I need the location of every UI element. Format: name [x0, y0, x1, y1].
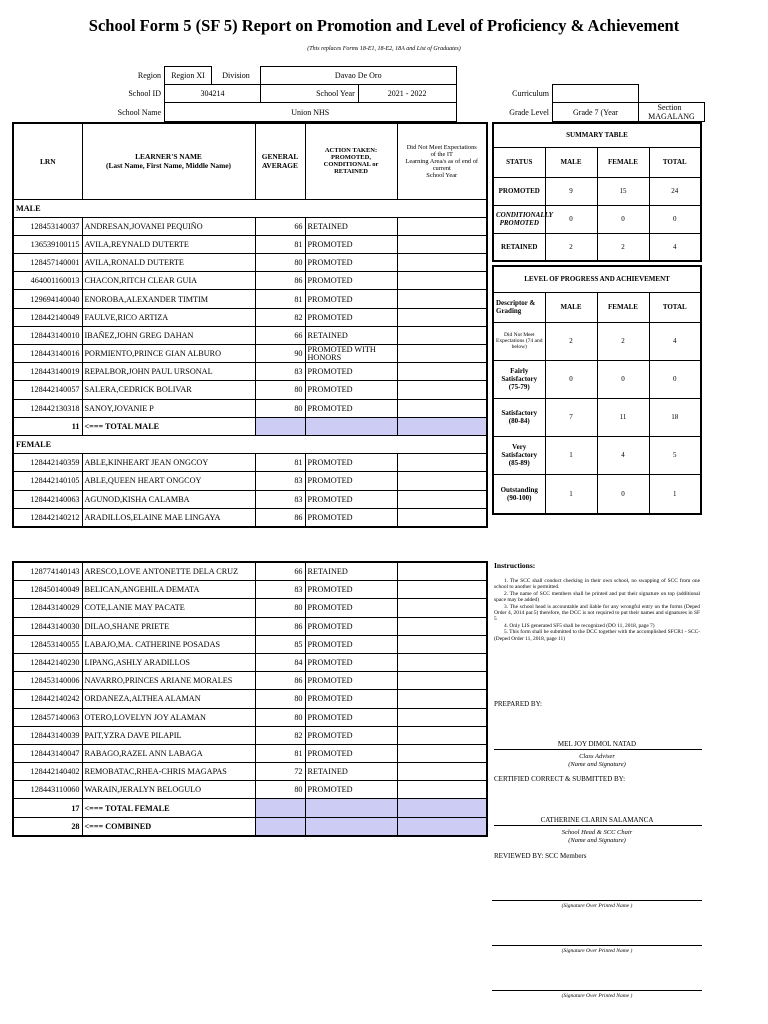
section-value: Section MAGALANG: [639, 103, 705, 122]
learner-row: [13, 217, 487, 235]
learner-general-average: 83: [255, 472, 305, 490]
learner-action-taken: PROMOTED: [305, 399, 397, 417]
learner-row: [13, 399, 487, 417]
total-female-label: <=== TOTAL FEMALE: [82, 799, 255, 817]
learner-row: [13, 562, 487, 581]
learner-did-not-meet: [397, 254, 487, 272]
learner-lrn: 128442130318: [13, 399, 82, 417]
instructions-list: [494, 578, 700, 642]
page-subtitle: (This replaces Forms 18-E1, 18-E2, 18A and List of Graduates): [307, 46, 461, 52]
learner-general-average: 80: [255, 781, 305, 799]
learner-general-average: 81: [255, 290, 305, 308]
scc-sig-caption-1: (Signature Over Printed Name ): [561, 903, 633, 909]
learner-general-average: 80: [255, 708, 305, 726]
learner-did-not-meet: [397, 599, 487, 617]
head-sig-line: [494, 825, 702, 826]
learner-general-average: 86: [255, 272, 305, 290]
curriculum-label: Curriculum: [512, 89, 549, 98]
progress-row: Fairly Satisfactory (75-79) 0 0 0: [493, 360, 701, 398]
division-value: Davao De Oro: [261, 67, 457, 85]
learner-did-not-meet: [397, 326, 487, 344]
learner-action-taken: PROMOTED: [305, 272, 397, 290]
learner-lrn: 128442140242: [13, 690, 82, 708]
col-learner-name: LEARNER'S NAME (Last Name, First Name, Middle Name): [82, 123, 255, 199]
learner-lrn: 128443140030: [13, 617, 82, 635]
adviser-name: MEL JOY DIMOL NATAD: [557, 740, 637, 748]
learner-row: [13, 635, 487, 653]
learner-lrn: 128443140029: [13, 599, 82, 617]
learner-general-average: 85: [255, 635, 305, 653]
learner-action-taken: PROMOTED: [305, 599, 397, 617]
learner-general-average: 83: [255, 490, 305, 508]
progress-col-total: TOTAL: [649, 292, 701, 322]
learner-row: [13, 617, 487, 635]
learner-name: PAIT,YZRA DAVE PILAPIL: [82, 726, 255, 744]
learner-general-average: 80: [255, 690, 305, 708]
summary-row: PROMOTED 9 15 24: [493, 177, 701, 205]
learner-did-not-meet: [397, 635, 487, 653]
learner-row: [13, 744, 487, 762]
col-general-average: GENERAL AVERAGE: [255, 123, 305, 199]
learner-did-not-meet: [397, 581, 487, 599]
combined-row: [13, 817, 487, 836]
section-label: Section: [657, 103, 682, 112]
school-year-label: School Year: [316, 89, 355, 98]
progress-row: Very Satisfactory (85-89) 1 4 5: [493, 436, 701, 474]
learner-name: AVILA,RONALD DUTERTE: [82, 254, 255, 272]
learner-row: [13, 490, 487, 508]
learner-lrn: 128442140063: [13, 490, 82, 508]
summary-col-male: MALE: [545, 147, 597, 177]
learner-action-taken: PROMOTED: [305, 454, 397, 472]
learner-did-not-meet: [397, 744, 487, 762]
learner-did-not-meet: [397, 290, 487, 308]
progress-title: LEVEL OF PROGRESS AND ACHIEVEMENT: [493, 266, 701, 292]
instruction-item: 5. This form shall be submitted to the DCC together with the accomplished SFCR1 - SCC- (Deped Order 11, 2018, page 11): [494, 629, 700, 642]
scc-sig-caption-2: (Signature Over Printed Name ): [561, 948, 633, 954]
learner-row: [13, 326, 487, 344]
learner-row: [13, 345, 487, 363]
learner-general-average: 81: [255, 235, 305, 253]
learner-general-average: 80: [255, 399, 305, 417]
learner-action-taken: PROMOTED: [305, 781, 397, 799]
learner-name: ARADILLOS,ELAINE MAE LINGAYA: [82, 508, 255, 527]
grade-level-value: Grade 7 (Year: [553, 103, 639, 122]
learner-lrn: 128453140037: [13, 217, 82, 235]
progress-col-male: MALE: [545, 292, 597, 322]
learner-action-taken: PROMOTED: [305, 508, 397, 527]
school-id-label: School ID: [128, 89, 161, 98]
total-male-count: 11: [13, 417, 82, 435]
learner-row: [13, 690, 487, 708]
learner-row: [13, 454, 487, 472]
scc-sig-line-2: [492, 945, 702, 946]
learner-lrn: 128774140143: [13, 562, 82, 581]
learner-action-taken: RETAINED: [305, 763, 397, 781]
progress-row: Outstanding (90-100) 1 0 1: [493, 474, 701, 514]
learner-action-taken: PROMOTED WITH HONORS: [305, 345, 397, 363]
school-name-label: School Name: [117, 107, 161, 117]
learner-lrn: 128443140019: [13, 363, 82, 381]
learner-action-taken: PROMOTED: [305, 653, 397, 671]
learner-row: [13, 272, 487, 290]
learner-action-taken: PROMOTED: [305, 381, 397, 399]
learner-general-average: 81: [255, 454, 305, 472]
learner-name: REMOBATAC,RHEA-CHRIS MAGAPAS: [82, 763, 255, 781]
learner-lrn: 128453140055: [13, 635, 82, 653]
col-did-not-meet: Did Not Meet Expectations of the IT Learning Area/s as of end of current School Year: [397, 123, 487, 199]
learner-did-not-meet: [397, 781, 487, 799]
scc-sig-line-1: [492, 900, 702, 901]
learner-row: [13, 653, 487, 671]
total-female-row: [13, 799, 487, 817]
combined-label: <=== COMBINED: [82, 817, 255, 836]
combined-count: 28: [13, 817, 82, 836]
learner-general-average: 90: [255, 345, 305, 363]
learner-row: [13, 708, 487, 726]
learner-row: [13, 290, 487, 308]
learner-did-not-meet: [397, 399, 487, 417]
progress-table: [492, 265, 702, 515]
learner-name: CHACON,RITCH CLEAR GUIA: [82, 272, 255, 290]
learner-did-not-meet: [397, 217, 487, 235]
learner-general-average: 72: [255, 763, 305, 781]
learner-lrn: 128442140049: [13, 308, 82, 326]
learner-general-average: 80: [255, 254, 305, 272]
learner-lrn: 128442140057: [13, 381, 82, 399]
learner-lrn: 128443140016: [13, 345, 82, 363]
learner-row: [13, 235, 487, 253]
curriculum-value: [553, 85, 639, 103]
learner-name: WARAIN,JERALYN BELOGULO: [82, 781, 255, 799]
learner-lrn: 128450140049: [13, 581, 82, 599]
summary-col-status: STATUS: [493, 147, 545, 177]
learner-lrn: 128443140039: [13, 726, 82, 744]
learner-name: OTERO,LOVELYN JOY ALAMAN: [82, 708, 255, 726]
section-female-label: FEMALE: [13, 435, 487, 453]
learner-general-average: 86: [255, 508, 305, 527]
learner-action-taken: PROMOTED: [305, 235, 397, 253]
learner-name: AVILA,REYNALD DUTERTE: [82, 235, 255, 253]
page-title: School Form 5 (SF 5) Report on Promotion and Level of Proficiency & Achievement: [88, 16, 680, 35]
learner-row: [13, 726, 487, 744]
learner-did-not-meet: [397, 381, 487, 399]
learner-did-not-meet: [397, 672, 487, 690]
learner-lrn: 128443140010: [13, 326, 82, 344]
region-label: Region: [137, 71, 161, 80]
learner-name: PORMIENTO,PRINCE GIAN ALBURO: [82, 345, 255, 363]
instruction-item: 4. Only LIS generated SF5 shall be recognized (DO 11, 2018, page 7): [504, 622, 655, 629]
learner-name: ANDRESAN,JOVANEI PEQUIÑO: [82, 217, 255, 235]
learner-action-taken: PROMOTED: [305, 744, 397, 762]
learner-name: COTE,LANIE MAY PACATE: [82, 599, 255, 617]
school-id-value: 304214: [165, 85, 261, 103]
learner-name: ORDANEZA,ALTHEA ALAMAN: [82, 690, 255, 708]
col-action-taken: ACTION TAKEN: PROMOTED, CONDITIONAL or RETAINED: [305, 123, 397, 199]
learner-general-average: 66: [255, 326, 305, 344]
learner-did-not-meet: [397, 308, 487, 326]
learner-name: DILAO,SHANE PRIETE: [82, 617, 255, 635]
learner-did-not-meet: [397, 508, 487, 527]
learner-row: [13, 599, 487, 617]
instruction-item: 3. The school head is accountable and liable for any wrongful entry on the forms (Deped Order 4, 2014 par.5) therefore, the DCC is not required to put their names and signatures in SF 5: [494, 603, 700, 623]
adviser-role: Class Adviser: [579, 753, 615, 760]
learner-lrn: 128453140006: [13, 672, 82, 690]
learner-row: [13, 363, 487, 381]
col-lrn: LRN: [13, 123, 82, 199]
adviser-sig-caption: (Name and Signature): [568, 761, 626, 768]
summary-col-total: TOTAL: [649, 147, 701, 177]
learner-lrn: 464001160013: [13, 272, 82, 290]
learner-did-not-meet: [397, 272, 487, 290]
learner-action-taken: RETAINED: [305, 562, 397, 581]
learner-lrn: 129694140040: [13, 290, 82, 308]
summary-title: SUMMARY TABLE: [493, 123, 701, 147]
learner-general-average: 83: [255, 363, 305, 381]
learner-did-not-meet: [397, 708, 487, 726]
learner-action-taken: PROMOTED: [305, 708, 397, 726]
learner-name: BELICAN,ANGEHILA DEMATA: [82, 581, 255, 599]
learner-did-not-meet: [397, 763, 487, 781]
progress-col-desc: Descriptor & Grading: [493, 292, 545, 322]
instruction-item: 2. The name of SCC members shall be printed and put their signature on top (additional space may be added): [494, 590, 700, 604]
learner-row: [13, 381, 487, 399]
learner-lrn: 128457140063: [13, 708, 82, 726]
learner-row: [13, 672, 487, 690]
learner-row: [13, 508, 487, 527]
scc-sig-line-3: [492, 990, 702, 991]
learner-action-taken: PROMOTED: [305, 672, 397, 690]
learner-name: IBAÑEZ,JOHN GREG DAHAN: [82, 326, 255, 344]
learner-name: REPALBOR,JOHN PAUL URSONAL: [82, 363, 255, 381]
head-role: School Head & SCC Chair: [561, 829, 633, 836]
learner-action-taken: PROMOTED: [305, 635, 397, 653]
summary-row: RETAINED 2 2 4: [493, 233, 701, 261]
learner-general-average: 81: [255, 744, 305, 762]
learner-name: LIPANG,ASHLY ARADILLOS: [82, 653, 255, 671]
learners-table-page2: [12, 561, 488, 837]
learner-lrn: 128457140001: [13, 254, 82, 272]
learner-lrn: 128442140402: [13, 763, 82, 781]
learner-name: RABAGO,RAZEL ANN LABAGA: [82, 744, 255, 762]
learner-did-not-meet: [397, 726, 487, 744]
learner-general-average: 84: [255, 653, 305, 671]
learner-general-average: 80: [255, 381, 305, 399]
learner-general-average: 66: [255, 217, 305, 235]
learner-lrn: 136539100115: [13, 235, 82, 253]
region-value: Region XI: [165, 67, 212, 85]
learner-did-not-meet: [397, 235, 487, 253]
school-name-value: Union NHS: [165, 103, 457, 122]
learner-action-taken: PROMOTED: [305, 617, 397, 635]
learner-general-average: 86: [255, 672, 305, 690]
summary-col-female: FEMALE: [597, 147, 649, 177]
progress-row: Did Not Meet Expectations (74 and below) 2 2 4: [493, 322, 701, 360]
learner-name: ARESCO,LOVE ANTONETTE DELA CRUZ: [82, 562, 255, 581]
division-label: Division: [222, 70, 250, 80]
progress-row: Satisfactory (80-84) 7 11 18: [493, 398, 701, 436]
learner-action-taken: PROMOTED: [305, 726, 397, 744]
learner-general-average: 82: [255, 726, 305, 744]
learner-action-taken: PROMOTED: [305, 363, 397, 381]
learner-row: [13, 472, 487, 490]
learner-general-average: 66: [255, 562, 305, 581]
learner-lrn: 128443110060: [13, 781, 82, 799]
learners-table-page1: [12, 122, 488, 528]
learner-action-taken: PROMOTED: [305, 472, 397, 490]
learner-name: NAVARRO,PRINCES ARIANE MORALES: [82, 672, 255, 690]
learner-row: [13, 308, 487, 326]
learner-did-not-meet: [397, 653, 487, 671]
learner-name: ENOROBA,ALEXANDER TIMTIM: [82, 290, 255, 308]
learner-name: SANOY,JOVANIE P: [82, 399, 255, 417]
head-sig-caption: (Name and Signature): [568, 837, 626, 844]
learner-row: [13, 781, 487, 799]
total-female-count: 17: [13, 799, 82, 817]
certified-label: CERTIFIED CORRECT & SUBMITTED BY:: [494, 775, 626, 783]
learner-action-taken: RETAINED: [305, 326, 397, 344]
learner-row: [13, 254, 487, 272]
learner-general-average: 86: [255, 617, 305, 635]
learner-lrn: 128442140359: [13, 454, 82, 472]
grade-level-label: Grade Level: [509, 107, 549, 117]
learner-general-average: 83: [255, 581, 305, 599]
learner-did-not-meet: [397, 472, 487, 490]
learner-did-not-meet: [397, 345, 487, 363]
learner-lrn: 128442140212: [13, 508, 82, 527]
adviser-sig-line: [494, 749, 702, 750]
instruction-item: 1. The SCC shall conduct checking in their own school, no swapping of SCC from one school to another is permitted.: [494, 578, 700, 591]
head-name: CATHERINE CLARIN SALAMANCA: [540, 816, 654, 824]
school-year-value: 2021 - 2022: [358, 85, 456, 103]
learner-action-taken: PROMOTED: [305, 690, 397, 708]
learner-name: AGUNOD,KISHA CALAMBA: [82, 490, 255, 508]
learner-did-not-meet: [397, 690, 487, 708]
learner-action-taken: RETAINED: [305, 217, 397, 235]
learner-action-taken: PROMOTED: [305, 290, 397, 308]
total-male-row: [13, 417, 487, 435]
learner-did-not-meet: [397, 562, 487, 581]
learner-lrn: 128443140047: [13, 744, 82, 762]
instructions-title: Instructions:: [494, 561, 536, 570]
learner-lrn: 128442140230: [13, 653, 82, 671]
total-male-label: <=== TOTAL MALE: [82, 417, 255, 435]
learner-row: [13, 581, 487, 599]
learner-did-not-meet: [397, 363, 487, 381]
reviewed-label: REVIEWED BY: SCC Members: [494, 852, 587, 860]
prepared-by-label: PREPARED BY:: [494, 700, 542, 708]
section-male-label: MALE: [13, 199, 487, 217]
learner-did-not-meet: [397, 490, 487, 508]
learner-name: SALERA,CEDRICK BOLIVAR: [82, 381, 255, 399]
learner-action-taken: PROMOTED: [305, 490, 397, 508]
learner-name: ABLE,KINHEART JEAN ONGCOY: [82, 454, 255, 472]
learner-name: FAULVE,RICO ARTIZA: [82, 308, 255, 326]
header-info: [80, 66, 705, 122]
learner-row: [13, 763, 487, 781]
progress-col-female: FEMALE: [597, 292, 649, 322]
scc-sig-caption-3: (Signature Over Printed Name ): [561, 993, 633, 999]
learner-action-taken: PROMOTED: [305, 254, 397, 272]
learner-general-average: 80: [255, 599, 305, 617]
learner-name: LABAJO,MA. CATHERINE POSADAS: [82, 635, 255, 653]
summary-row: CONDITIONALLY PROMOTED 0 0 0: [493, 205, 701, 233]
summary-table: [492, 122, 702, 262]
learner-action-taken: PROMOTED: [305, 581, 397, 599]
learner-action-taken: PROMOTED: [305, 308, 397, 326]
learner-lrn: 128442140105: [13, 472, 82, 490]
learner-name: ABLE,QUEEN HEART ONGCOY: [82, 472, 255, 490]
learner-did-not-meet: [397, 617, 487, 635]
learner-general-average: 82: [255, 308, 305, 326]
learner-did-not-meet: [397, 454, 487, 472]
